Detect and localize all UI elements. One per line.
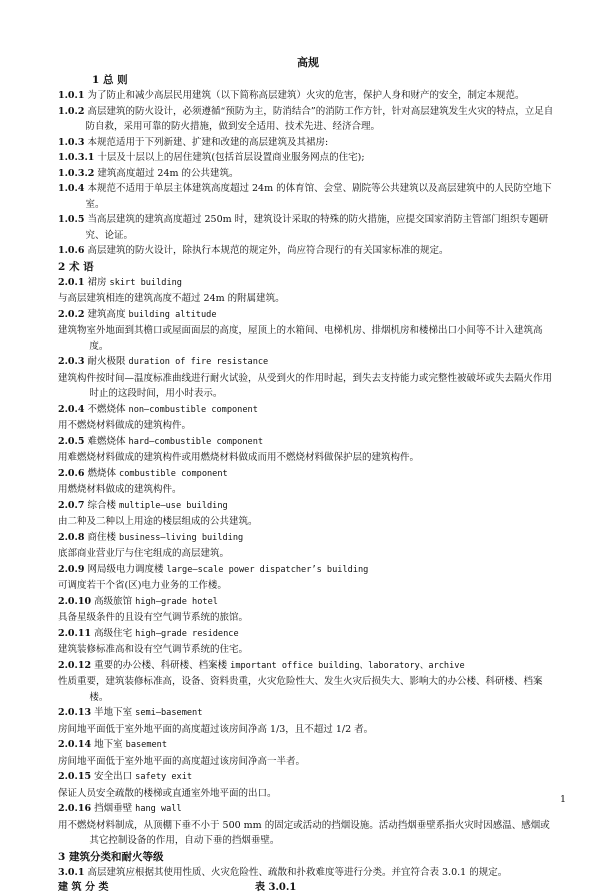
term-definition: 可调度若干个省(区)电力业务的工作楼。 [58,580,227,591]
term-definition: 房间地平面低于室外地平面的高度超过该房间净高 1/3，且不超过 1/2 者。 [58,723,374,735]
term-english: hang wall [135,804,182,814]
term-english: basement [125,740,168,750]
document-body [58,54,558,896]
term-line [58,307,558,324]
term-definition: 建筑物室外地面到其檐口或屋面面层的高度，屋顶上的水箱间、电梯机房、排烟机房和楼梯出口小间等不计入建筑高度。 [58,325,543,352]
term-definition: 底部商业营业厅与住宅组成的高层建筑。 [58,548,230,559]
term-name: 挡烟垂壁 [94,803,133,814]
clause [58,243,558,259]
clause-number: 1.0.3.2 [58,167,95,179]
term-definition: 与高层建筑相连的建筑高度不超过 24m 的附属建筑。 [58,293,285,304]
clause-text: 高层建筑的防火设计，除执行本规范的规定外，尚应符合现行的有关国家标准的规定。 [87,245,449,256]
term-line [58,801,558,818]
term-line [58,354,558,371]
page-number: 1 [560,794,567,805]
clause [58,88,558,104]
term-english: non–combustible component [128,404,258,415]
clause-text: 高层建筑的防火设计，必须遵循“预防为主，防消结合”的消防工作方针，针对高层建筑发生火灾的特点，立足自防自救，采用可靠的防火措施，做到安全适用、技术先进、经济合理。 [85,105,554,132]
term-number: 2.0.10 [58,595,92,607]
clause-number: 1.0.2 [58,105,85,117]
term-definition: 用不燃烧材料做成的建筑构件。 [58,420,192,431]
term-line [58,658,558,675]
term-name: 网局级电力调度楼 [87,563,164,575]
term-number: 2.0.16 [58,803,92,814]
term-name: 地下室 [94,739,123,750]
term-line [58,498,558,515]
clause [58,104,558,135]
clause-number: 1.0.1 [58,90,85,101]
term-line [58,769,558,786]
clause-text: 建筑高度超过 24m 的公共建筑。 [97,167,239,179]
term-name: 不燃烧体 [87,403,126,415]
term-english: hard–combustible component [128,436,264,447]
term-name: 难燃烧体 [87,435,126,447]
table-caption-number: 表 3.0.1 [255,882,297,893]
term-line [58,562,558,579]
term-number: 2.0.15 [58,771,92,782]
term-english: important office building、laboratory、archive [230,660,465,671]
clause-text: 十层及十层以上的居住建筑(包括首层设置商业服务网点的住宅); [97,152,365,163]
clause-text: 本规范不适用于单层主体建筑高度超过 24m 的体育馆、会堂、剧院等公共建筑以及高层建筑中的人民防空地下室。 [85,183,552,210]
term-definition: 用难燃烧材料做成的建筑构件或用燃烧材料做成而用不燃烧材料做保护层的建筑构件。 [58,452,420,463]
clause [58,181,558,212]
term-english: semi–basement [135,708,203,718]
term-english: business–living building [119,532,244,543]
term-number: 2.0.13 [58,707,92,718]
term-line [58,530,558,547]
term-english: combustible component [119,468,228,479]
clause-number: 1.0.3 [58,136,85,148]
clause [58,166,558,182]
term-number: 2.0.14 [58,739,92,750]
clause-text: 当高层建筑的建筑高度超过 250m 时，建筑设计采取的特殊的防火措施，应提交国家消防主管部门组织专题研究、论证。 [85,214,549,241]
term-english: high–grade residence [135,628,239,639]
term-english: high–grade hotel [135,596,218,607]
term-definition: 由二种及二种以上用途的楼层组成的公共建筑。 [58,516,258,527]
clause [58,135,558,151]
clause [58,865,558,881]
term-line [58,275,558,292]
term-line [58,434,558,451]
chapter-heading-2: 2 术 语 [58,260,94,273]
term-english: safety exit [135,772,193,782]
term-name: 重要的办公楼、科研楼、档案楼 [94,659,228,671]
term-number: 2.0.7 [58,499,85,511]
term-number: 2.0.11 [58,627,92,639]
term-number: 2.0.2 [58,308,85,320]
term-name: 半地下室 [94,707,133,718]
term-english: duration of fire resistance [128,357,269,367]
term-name: 裙房 [87,276,107,288]
term-name: 商住楼 [87,531,116,543]
term-line [58,626,558,643]
term-name: 高级旅馆 [94,595,133,607]
term-english: skirt building [109,277,182,288]
term-definition: 房间地平面低于室外地平面的高度超过该房间净高一半者。 [58,755,306,767]
chapter-heading-1: 1 总 则 [92,74,128,86]
clause-number: 1.0.5 [58,214,85,225]
table-caption [58,880,558,896]
term-line [58,737,558,754]
term-english: building altitude [128,309,217,320]
chapter-heading-3: 3 建筑分类和耐火等级 [58,850,164,863]
term-number: 2.0.3 [58,356,85,367]
term-definition: 具备星级条件的且设有空气调节系统的旅馆。 [58,612,249,623]
term-number: 2.0.8 [58,531,85,543]
clause-number: 1.0.6 [58,245,85,256]
clause [58,212,558,243]
term-definition: 保证人员安全疏散的楼梯或直通室外地平面的出口。 [58,787,277,799]
clause-number: 3.0.1 [58,866,85,878]
clause-text: 本规范适用于下列新建、扩建和改建的高层建筑及其裙房: [87,136,329,148]
term-line [58,402,558,419]
clause [58,150,558,166]
term-number: 2.0.4 [58,403,85,415]
term-name: 建筑高度 [87,308,126,320]
term-english: multiple–use building [119,500,228,511]
term-definition: 性质重要，建筑装修标准高，设备、资料贵重，火灾危险性大、发生火灾后损失大、影响大的办公楼、科研楼、档案楼。 [58,676,543,703]
clause-number: 1.0.3.1 [58,152,95,163]
clause-number: 1.0.4 [58,183,85,194]
term-name: 耐火极限 [87,356,126,367]
document-title: 高规 [297,56,319,69]
term-definition: 建筑装修标准高和设有空气调节系统的住宅。 [58,644,249,655]
term-name: 安全出口 [94,771,133,782]
term-line [58,594,558,611]
clause-text: 高层建筑应根据其使用性质、火灾危险性、疏散和扑救难度等进行分类。并宜符合表 3.0.1 的规定。 [87,866,508,878]
table-caption-title: 建 筑 分 类 [58,882,109,893]
term-number: 2.0.9 [58,563,85,575]
term-line [58,466,558,483]
clause-text: 为了防止和减少高层民用建筑（以下简称高层建筑）火灾的危害，保护人身和财产的安全，制定本规范。 [87,90,525,101]
term-name: 燃烧体 [87,467,116,479]
term-number: 2.0.5 [58,435,85,447]
term-definition: 建筑构件按时间—温度标准曲线进行耐火试验，从受到火的作用时起，到失去支持能力或完整性被破坏或失去隔火作用时止的这段时间，用小时表示。 [58,372,553,399]
term-definition: 用燃烧材料做成的建筑构件。 [58,484,182,495]
term-line [58,705,558,722]
term-number: 2.0.12 [58,659,92,671]
term-name: 综合楼 [87,499,116,511]
term-name: 高级住宅 [94,627,133,639]
term-english: large–scale power dispatcher’s building [166,564,369,575]
term-definition: 用不燃烧材料制成，从顶棚下垂不小于 500 mm 的固定或活动的挡烟设施。活动挡烟垂壁系指火灾时因感温、感烟或其它控制设备的作用，自动下垂的挡烟垂壁。 [58,819,550,846]
term-number: 2.0.1 [58,276,85,288]
term-number: 2.0.6 [58,467,85,479]
